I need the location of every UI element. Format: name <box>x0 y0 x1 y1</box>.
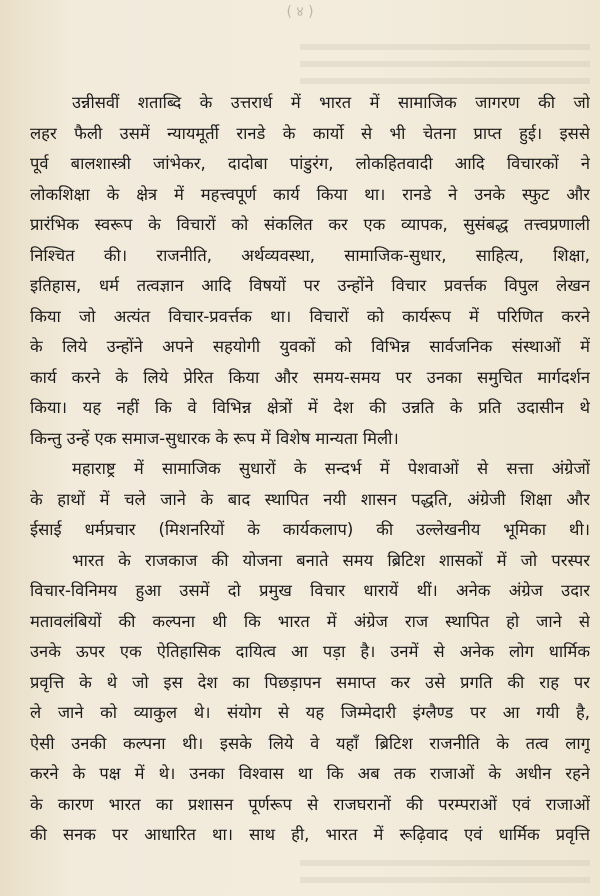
text-line: निश्चित की। राजनीति, अर्थव्यवस्था, सामाजिक-सुधार, साहित्य, शिक्षा, <box>30 245 590 265</box>
text-line: के हाथों में चले जाने के बाद स्थापित नयी शासन पद्धति, अंग्रेजी शिक्षा और <box>30 489 590 509</box>
text-line: लहर फैली उसमें न्यायमूर्ती रानडे के कार्यो से भी चेतना प्राप्त हुई। इससे <box>30 123 590 143</box>
text-line: किन्तु उन्हें एक समाज-सुधारक के रूप में विशेष मान्यता मिली। <box>30 428 399 448</box>
body-text <box>30 88 590 851</box>
text-line: प्रारंभिक स्वरूप के विचारों को संकलित कर एक व्यापक, सुसंबद्ध तत्त्वप्रणाली <box>30 215 590 234</box>
text-line: की सनक पर आधारित था। साथ ही, भारत में रूढ़िवाद एवं धार्मिक प्रवृत्ति <box>30 825 590 844</box>
text-line: लोकशिक्षा के क्षेत्र में महत्त्वपूर्ण कार्य किया था। रानडे ने उनके स्फुट और <box>30 184 590 204</box>
show-through-text-top <box>300 44 590 84</box>
text-line: उनके ऊपर एक ऐतिहासिक दायित्व आ पड़ा है। उनमें से अनेक लोग धार्मिक <box>30 642 590 661</box>
text-line: ले जाने को व्याकुल थे। संयोग से यह जिम्मेदारी इंग्लैण्ड पर आ गयी है, <box>30 703 590 722</box>
text-line: किया। यह नहीं कि वे विभिन्न क्षेत्रों में देश की उन्नति के प्रति उदासीन थे <box>30 398 590 417</box>
text-line: के लिये उन्होंने अपने सहयोगी युवकों को विभिन्न सार्वजनिक संस्थाओं में <box>30 337 590 356</box>
text-line: उन्नीसवीं शताब्दि के उत्तरार्ध में भारत में सामाजिक जागरण की जो <box>72 93 590 112</box>
page-number: ( ४ ) <box>286 4 314 20</box>
text-line: किया जो अत्यंत विचार-प्रवर्त्तक था। विचारों को कार्यरूप में परिणित करने <box>30 306 590 326</box>
text-line: विचार-विनिमय हुआ उसमें दो प्रमुख विचार धारायें थीं। अनेक अंग्रेज उदार <box>30 581 590 600</box>
text-line: प्रवृत्ति के थे जो इस देश का पिछड़ापन समाप्त कर उसे प्रगति की राह पर <box>30 672 590 692</box>
show-through-text-bottom <box>300 860 590 890</box>
text-line: ईसाई धर्मप्रचार (मिशनरियों के कार्यकलाप) की उल्लेखनीय भूमिका थी। <box>30 520 590 539</box>
text-line: पूर्व बालशास्त्री जांभेकर, दादोबा पांडुरंग, लोकहितवादी आदि विचारकों ने <box>30 154 590 173</box>
text-line: भारत के राजकाज की योजना बनाते समय ब्रिटिश शासकों में जो परस्पर <box>72 550 590 570</box>
text-line: ऐसी उनकी कल्पना थी। इसके लिये वे यहाँ ब्रिटिश राजनीति के तत्व लागू <box>30 733 590 753</box>
text-line: के कारण भारत का प्रशासन पूर्णरूप से राजघरानों की परम्पराओं एवं राजाओं <box>30 794 590 814</box>
text-line: इतिहास, धर्म तत्वज्ञान आदि विषयों पर उन्होंने विचार प्रवर्त्तक विपुल लेखन <box>30 276 590 295</box>
text-line: महाराष्ट्र में सामाजिक सुधारों के सन्दर्भ में पेशवाओं से सत्ता अंग्रेजों <box>72 459 590 478</box>
text-line: कार्य करने के लिये प्रेरित किया और समय-समय पर उनका समुचित मार्गदर्शन <box>30 367 590 387</box>
text-line: मतावलंबियों की कल्पना थी कि भारत में अंग्रेज राज स्थापित हो जाने से <box>30 611 590 631</box>
text-line: करने के पक्ष में थे। उनका विश्वास था कि अब तक राजाओं के अधीन रहने <box>30 764 590 783</box>
